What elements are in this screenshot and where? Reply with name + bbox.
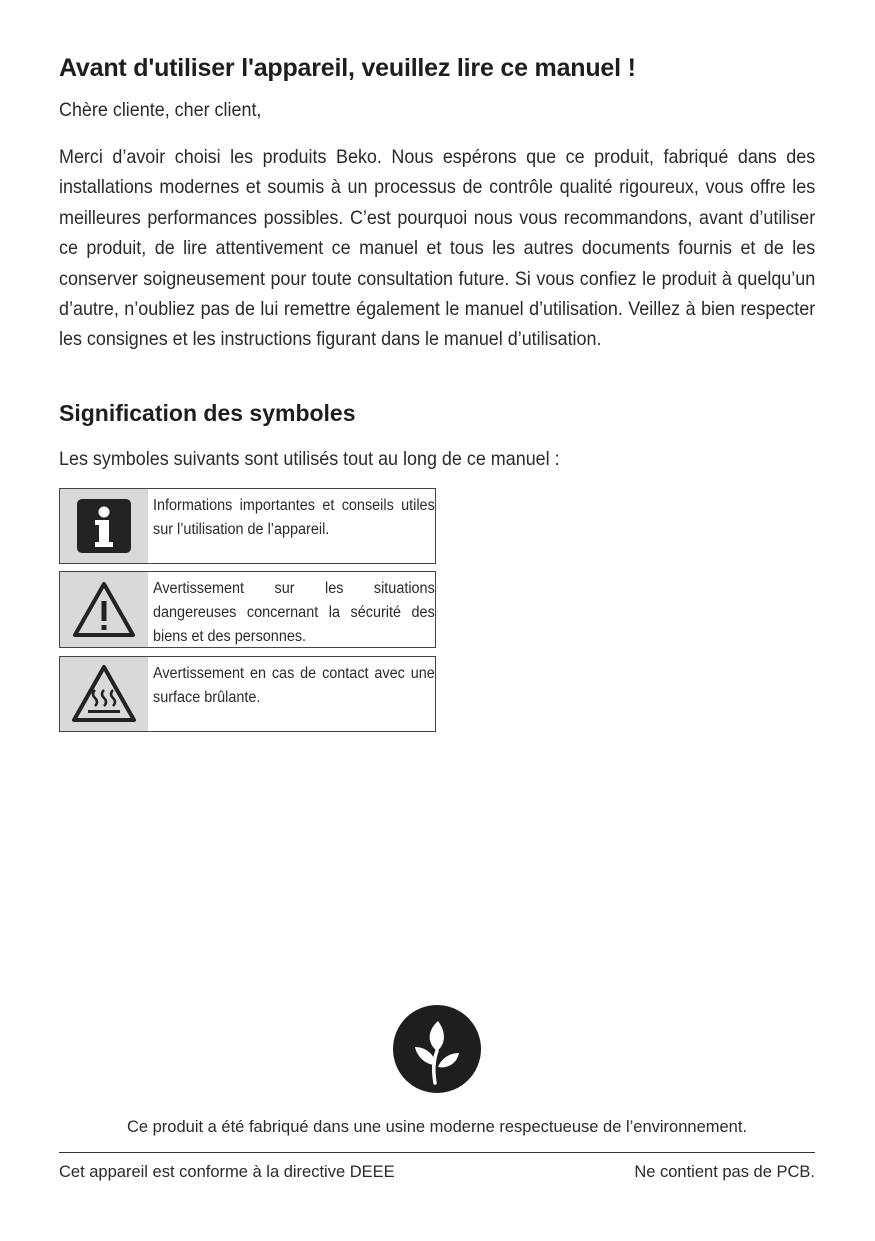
intro-paragraph: Merci d’avoir choisi les produits Beko. Nous espérons que ce produit, fabriqué dans des installations modernes et soumis à un processus de contrôle qualité rigoureux, vous offre les meilleures performances possibles. C’est pourquoi nous vous recommandons, avant d’utiliser ce produit, de lire attentivement ce manuel et tous les autres documents fournis et de les conserver soigneusement pour toute consultation future. Si vous confiez le produit à quelqu’un d’autre, n’oubliez pas de lui remettre également le manuel d’utilisation. Veillez à bien respecter les consignes et les instructions figurant dans le manuel d’utilisation. bbox=[59, 146, 816, 351]
symbol-description: Avertissement en cas de contact avec une surface brûlante. bbox=[153, 665, 435, 706]
symbol-row-warning bbox=[59, 571, 436, 648]
symbol-description: Avertissement sur les situations dangereuses concernant la sécurité des biens et des personnes. bbox=[153, 580, 435, 645]
warning-triangle-icon bbox=[60, 572, 148, 647]
symbol-description: Informations importantes et conseils utiles sur l’utilisation de l’appareil. bbox=[153, 497, 435, 538]
symbol-row-info bbox=[59, 488, 436, 564]
symbol-row-hot-surface bbox=[59, 656, 436, 732]
greeting: Chère cliente, cher client, bbox=[59, 99, 262, 121]
symbols-intro: Les symboles suivants sont utilisés tout au long de ce manuel : bbox=[59, 448, 560, 470]
footer-weee: Cet appareil est conforme à la directive DEEE bbox=[59, 1163, 395, 1181]
page-title: Avant d'utiliser l'appareil, veuillez lire ce manuel ! bbox=[59, 54, 636, 82]
footer-pcb: Ne contient pas de PCB. bbox=[634, 1163, 815, 1181]
environment-note: Ce produit a été fabriqué dans une usine moderne respectueuse de l’environnement. bbox=[126, 1118, 748, 1136]
leaf-icon bbox=[393, 1005, 481, 1093]
hot-surface-icon bbox=[60, 657, 148, 731]
symbols-heading: Signification des symboles bbox=[59, 400, 356, 426]
info-icon bbox=[60, 489, 148, 563]
footer-divider bbox=[59, 1152, 815, 1153]
